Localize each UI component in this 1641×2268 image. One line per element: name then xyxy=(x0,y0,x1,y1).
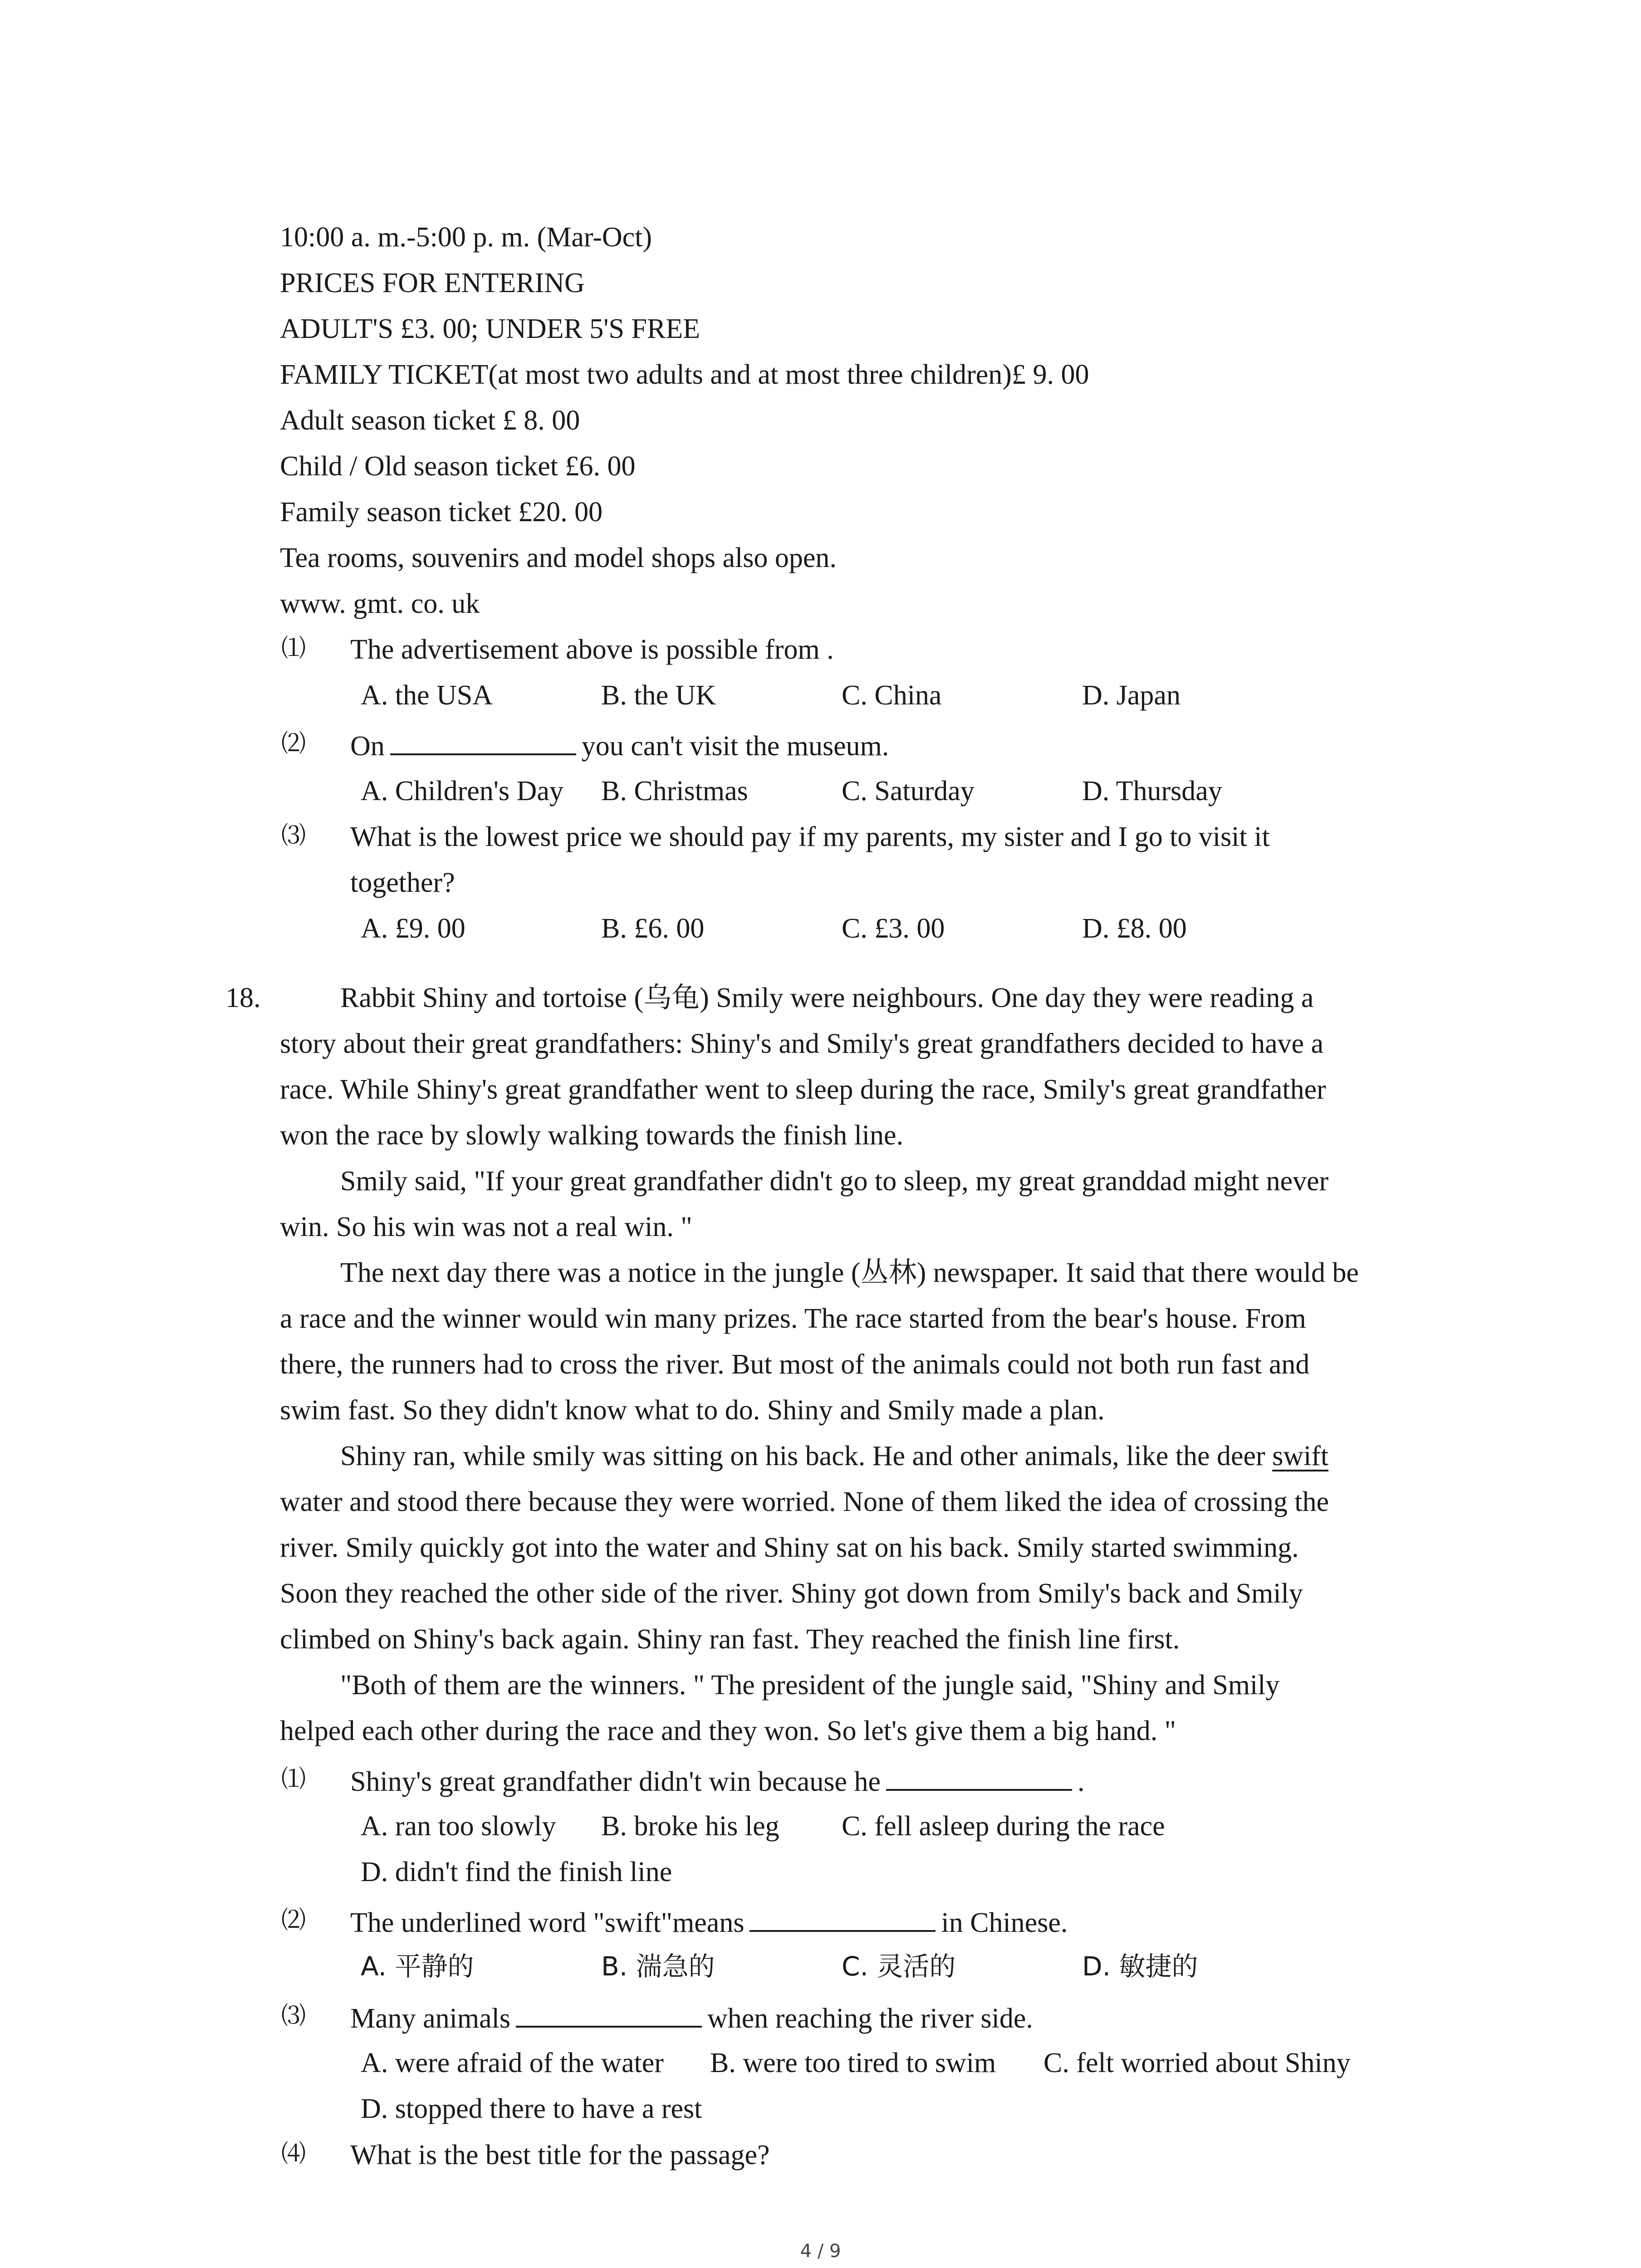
ad-line-adult-season: Adult season ticket £ 8. 00 xyxy=(280,405,580,436)
option-a: A. Children's Day xyxy=(361,776,563,807)
ad-line-family-season: Family season ticket £20. 00 xyxy=(280,497,603,528)
passage-line: won the race by slowly walking towards the finish line. xyxy=(280,1120,904,1151)
option-a: A. were afraid of the water xyxy=(361,2048,664,2078)
option-b: B. 湍急的 xyxy=(601,1951,715,1982)
question-text-cont: together? xyxy=(350,867,455,898)
option-c: C. China xyxy=(842,680,942,711)
option-b: B. broke his leg xyxy=(601,1811,779,1842)
question-18-number: 18. xyxy=(225,982,261,1013)
passage-line: river. Smily quickly got into the water and Shiny sat on his back. Smily started swimming. xyxy=(280,1532,1299,1563)
option-d: D. didn't find the finish line xyxy=(361,1857,672,1887)
passage-line-text: Shiny ran, while smily was sitting on his back. He and other animals, like the deer xyxy=(340,1441,1265,1471)
question-number: ⑶ xyxy=(281,821,306,850)
question-number: ⑷ xyxy=(281,2139,306,2168)
option-b: B. were too tired to swim xyxy=(710,2048,996,2078)
ad-line-website: www. gmt. co. uk xyxy=(280,588,480,619)
question-text-before: Shiny's great grandfather didn't win because he xyxy=(350,1766,881,1797)
option-b: B. Christmas xyxy=(601,776,748,807)
question-text: What is the lowest price we should pay if my parents, my sister and I go to visit it xyxy=(350,821,1270,852)
question-number: ⑴ xyxy=(281,634,306,662)
option-c: C. felt worried about Shiny xyxy=(1043,2048,1351,2078)
passage-line: there, the runners had to cross the river. But most of the animals could not both run fast and xyxy=(280,1349,1310,1380)
question-text-after: in Chinese. xyxy=(941,1907,1068,1938)
passage-line: Rabbit Shiny and tortoise (乌龟) Smily were neighbours. One day they were reading a xyxy=(340,982,1314,1013)
passage-line: Soon they reached the other side of the river. Shiny got down from Smily's back and Smily xyxy=(280,1578,1303,1609)
option-a: A. £9. 00 xyxy=(361,913,465,944)
option-d: D. £8. 00 xyxy=(1082,913,1187,944)
passage-line: climbed on Shiny's back again. Shiny ran fast. They reached the finish line first. xyxy=(280,1624,1180,1655)
passage-line: race. While Shiny's great grandfather went to sleep during the race, Smily's great grandfather xyxy=(280,1074,1326,1105)
question-text-before: The underlined word "swift"means xyxy=(350,1907,745,1938)
passage-line xyxy=(340,1442,1328,1470)
answer-blank xyxy=(516,2003,702,2028)
option-a: A. the USA xyxy=(361,680,493,711)
question-text-after: when reaching the river side. xyxy=(707,2003,1033,2034)
ad-line-shops: Tea rooms, souvenirs and model shops also open. xyxy=(280,543,837,573)
option-b: B. the UK xyxy=(601,680,716,711)
option-d: D. stopped there to have a rest xyxy=(361,2093,702,2124)
question-text-after: . xyxy=(1077,1766,1085,1797)
option-a: A. 平静的 xyxy=(361,1951,474,1982)
passage-line: The next day there was a notice in the jungle (丛林) newspaper. It said that there would be xyxy=(340,1257,1359,1288)
ad-line-adult-price: ADULT'S £3. 00; UNDER 5'S FREE xyxy=(280,313,700,344)
option-d: D. Thursday xyxy=(1082,776,1222,807)
answer-blank xyxy=(749,1907,936,1932)
passage-line: "Both of them are the winners. " The president of the jungle said, "Shiny and Smily xyxy=(340,1670,1280,1701)
option-a: A. ran too slowly xyxy=(361,1811,556,1842)
question-text: What is the best title for the passage? xyxy=(350,2140,770,2170)
option-b: B. £6. 00 xyxy=(601,913,705,944)
ad-line-family-ticket: FAMILY TICKET(at most two adults and at most three children)£ 9. 00 xyxy=(280,359,1089,390)
question-number: ⑵ xyxy=(281,1906,306,1934)
passage-line: swim fast. So they didn't know what to do. Shiny and Smily made a plan. xyxy=(280,1395,1105,1426)
question-text-before: Many animals xyxy=(350,2003,510,2034)
answer-blank xyxy=(390,731,576,755)
question-text-before: On xyxy=(350,731,385,762)
option-c: C. £3. 00 xyxy=(842,913,945,944)
ad-line-child-season: Child / Old season ticket £6. 00 xyxy=(280,451,636,482)
option-c: C. 灵活的 xyxy=(842,1951,956,1982)
option-c: C. Saturday xyxy=(842,776,975,807)
passage-line: story about their great grandfathers: Shiny's and Smily's great grandfathers decided to have a xyxy=(280,1028,1324,1059)
passage-line: a race and the winner would win many prizes. The race started from the bear's house. From xyxy=(280,1303,1306,1334)
option-d: D. 敏捷的 xyxy=(1082,1951,1198,1982)
question-text xyxy=(350,731,889,760)
question-number: ⑵ xyxy=(281,729,306,758)
question-text xyxy=(350,2003,1033,2033)
passage-line: helped each other during the race and they won. So let's give them a big hand. " xyxy=(280,1716,1176,1746)
page-number: 4 / 9 xyxy=(800,2241,841,2262)
question-number: ⑶ xyxy=(281,2001,306,2030)
passage-line: Smily said, "If your great grandfather didn't go to sleep, my great granddad might never xyxy=(340,1166,1329,1197)
question-number: ⑴ xyxy=(281,1765,306,1793)
question-text xyxy=(350,1766,1084,1796)
question-text xyxy=(350,1907,1068,1937)
passage-line: water and stood there because they were worried. None of them liked the idea of crossing the xyxy=(280,1486,1329,1517)
ad-line-prices-heading: PRICES FOR ENTERING xyxy=(280,268,585,298)
option-c: C. fell asleep during the race xyxy=(842,1811,1165,1842)
question-text-after: you can't visit the museum. xyxy=(581,731,889,762)
underlined-word: swift xyxy=(1272,1441,1329,1471)
ad-line-hours: 10:00 a. m.-5:00 p. m. (Mar-Oct) xyxy=(280,222,652,253)
answer-blank xyxy=(886,1766,1072,1791)
question-text: The advertisement above is possible from . xyxy=(350,634,834,665)
passage-line: win. So his win was not a real win. " xyxy=(280,1212,692,1242)
option-d: D. Japan xyxy=(1082,680,1181,711)
